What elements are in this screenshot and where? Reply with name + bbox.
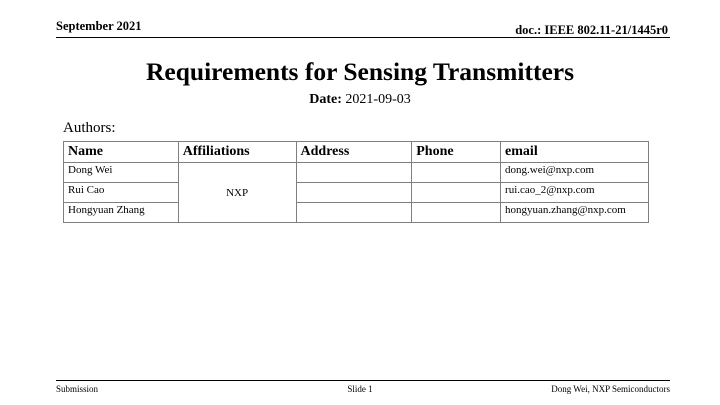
- col-header-phone: Phone: [412, 142, 501, 163]
- table-header-row: [64, 142, 649, 163]
- author-name: Rui Cao: [64, 183, 179, 203]
- header-date: September 2021: [56, 19, 142, 33]
- authors-label: Authors:: [63, 120, 116, 136]
- author-email: dong.wei@nxp.com: [501, 163, 649, 183]
- author-address: [296, 163, 412, 183]
- header-doc-id: doc.: IEEE 802.11-21/1445r0: [515, 23, 668, 37]
- author-email: hongyuan.zhang@nxp.com: [501, 203, 649, 223]
- author-phone: [412, 203, 501, 223]
- slide-title: Requirements for Sensing Transmitters: [145, 57, 575, 86]
- author-name: Hongyuan Zhang: [64, 203, 179, 223]
- table-row: [64, 163, 649, 183]
- table-row: [64, 183, 649, 203]
- footer-divider: [56, 380, 670, 381]
- author-phone: [412, 183, 501, 203]
- footer-submission: Submission: [56, 384, 99, 394]
- footer-author: Dong Wei, NXP Semiconductors: [551, 384, 670, 394]
- date-label: Date:: [309, 92, 342, 107]
- col-header-address: Address: [296, 142, 412, 163]
- header-divider: [56, 37, 670, 38]
- author-address: [296, 203, 412, 223]
- authors-table: [63, 141, 649, 223]
- author-phone: [412, 163, 501, 183]
- footer-slide-number: Slide 1: [347, 384, 373, 394]
- author-affiliation: NXP: [178, 163, 296, 223]
- author-name: Dong Wei: [64, 163, 179, 183]
- author-address: [296, 183, 412, 203]
- col-header-affiliations: Affiliations: [178, 142, 296, 163]
- slide-date: [0, 92, 720, 108]
- col-header-email: email: [501, 142, 649, 163]
- author-email: rui.cao_2@nxp.com: [501, 183, 649, 203]
- table-row: [64, 203, 649, 223]
- date-value: 2021-09-03: [345, 92, 411, 107]
- col-header-name: Name: [64, 142, 179, 163]
